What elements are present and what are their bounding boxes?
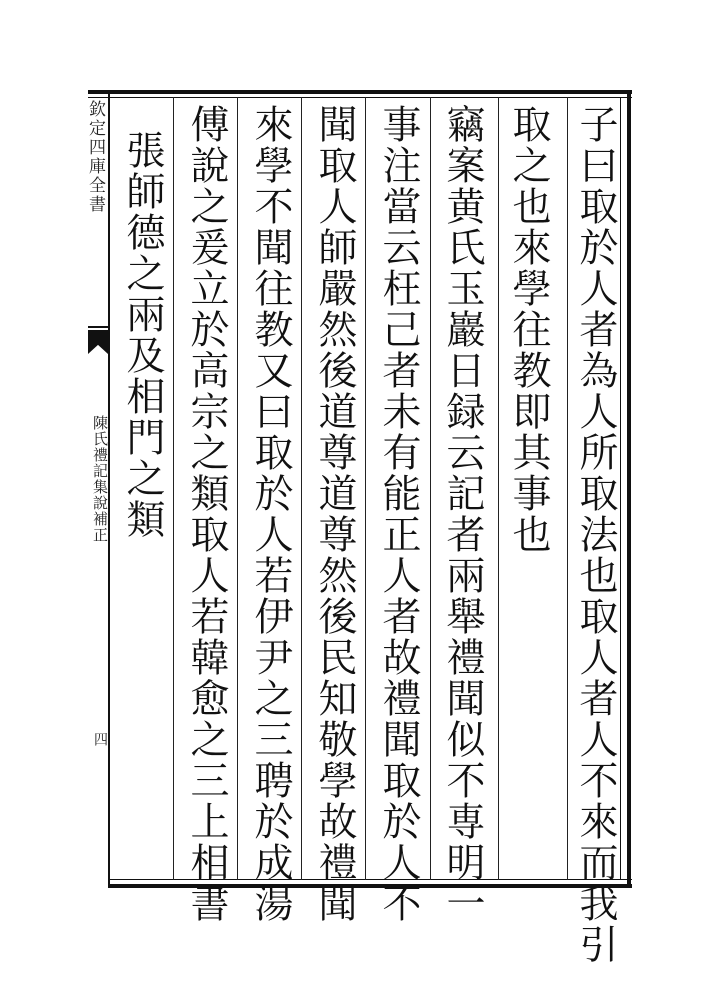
- fishtail-mark-icon: [88, 330, 108, 354]
- column-rule: [430, 97, 431, 880]
- frame-border-right: [627, 90, 631, 888]
- text-column-3: 竊案黄氏玉巖日録云記者兩舉禮聞似不専明一: [440, 104, 485, 924]
- text-column-5: 聞取人師嚴然後道尊道尊然後民知敬學故禮聞: [312, 104, 357, 924]
- column-rule: [365, 97, 366, 880]
- margin-series-title: 欽定四庫全書: [85, 100, 105, 214]
- column-rule: [173, 97, 174, 880]
- column-rule: [567, 97, 568, 880]
- margin-page-number: 四: [92, 732, 108, 746]
- column-rule: [498, 97, 499, 880]
- margin-book-title: 陳氏禮記集說補正: [91, 415, 109, 543]
- column-rule: [237, 97, 238, 880]
- frame-border-top: [88, 90, 632, 94]
- text-column-4: 事注當云枉己者未有能正人者故禮聞取於人不: [376, 104, 421, 924]
- text-column-1: 子曰取於人者為人所取法也取人者人不來而我引: [573, 104, 618, 965]
- column-rule: [301, 97, 302, 880]
- text-column-2: 取之也來學往教即其事也: [506, 104, 551, 555]
- fishtail-line: [88, 326, 108, 328]
- frame-border-top-inner: [88, 97, 632, 98]
- frame-border-right-inner: [620, 97, 621, 880]
- text-column-6: 來學不聞往教又曰取於人若伊尹之三聘於成湯: [248, 104, 293, 924]
- text-column-8: 張師德之兩及相門之類: [120, 130, 165, 540]
- text-column-7: 傅說之爰立於高宗之類取人若韓愈之三上相書: [184, 104, 229, 924]
